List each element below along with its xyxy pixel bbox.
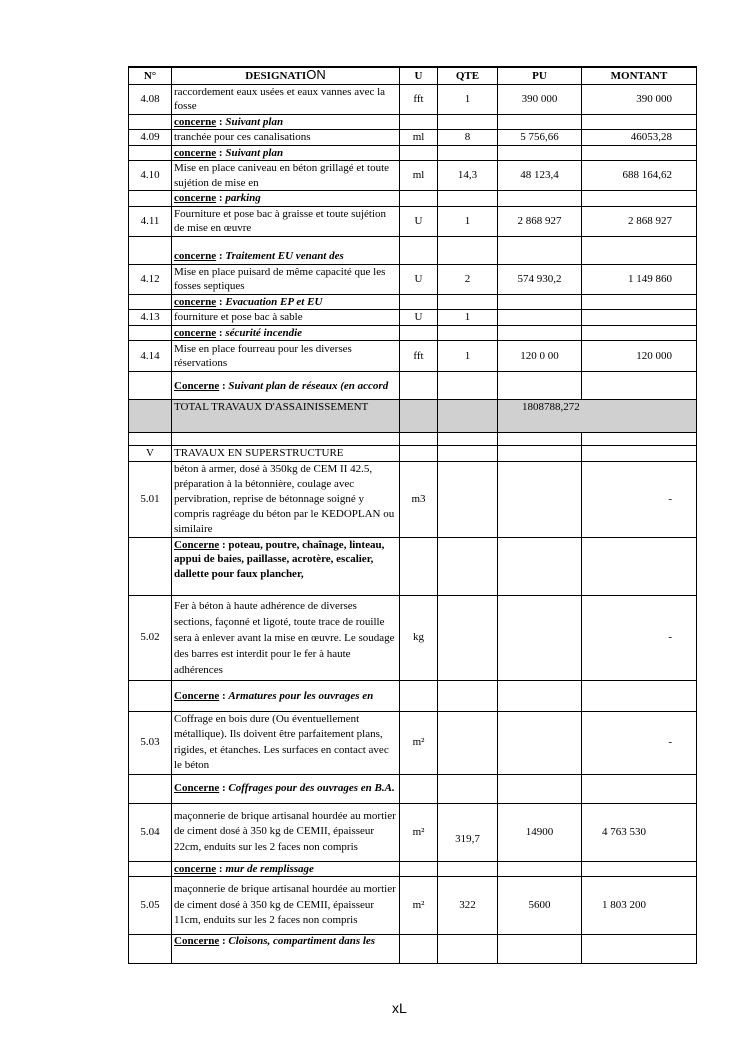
item-description: Fourniture et pose bac à graisse et toute sujétion de mise en œuvre <box>172 206 400 236</box>
concerne-label: Concerne <box>174 538 220 551</box>
spacer-row <box>129 433 697 446</box>
item-unit-price <box>498 595 582 680</box>
concerne-sep: : <box>216 326 226 339</box>
item-unit: m3 <box>400 461 438 537</box>
item-amount <box>582 310 697 326</box>
item-number: 5.02 <box>129 595 172 680</box>
concerne-value: poteau, poutre, chaînage, linteau, <box>228 538 385 551</box>
concerne-sep: : <box>219 935 229 947</box>
concerne-row <box>129 191 697 207</box>
item-quantity <box>438 711 498 774</box>
concerne-value: Coffrages pour des ouvrages en B.A. <box>228 782 395 794</box>
item-number: 4.08 <box>129 84 172 114</box>
concerne-value: Evacuation EP et EU <box>225 295 323 308</box>
total-label: TOTAL TRAVAUX D'ASSAINISSEMENT <box>172 400 400 433</box>
item-quantity: 14,3 <box>438 161 498 191</box>
table-row <box>129 84 697 114</box>
concerne-value: sécurité incendie <box>225 326 303 339</box>
header-designation-a: DESIGNATI <box>245 70 307 82</box>
item-number: 5.04 <box>129 803 172 861</box>
item-number: 4.09 <box>129 130 172 146</box>
concerne-row <box>129 325 697 341</box>
item-unit: m² <box>400 803 438 861</box>
concerne-sep: : <box>219 538 229 551</box>
concerne-sep: : <box>216 146 226 159</box>
concerne-row <box>129 114 697 130</box>
item-unit-price <box>498 711 582 774</box>
item-unit-price: 5600 <box>498 877 582 935</box>
item-unit: U <box>400 264 438 294</box>
table-row <box>129 206 697 236</box>
concerne-row <box>129 680 697 711</box>
concerne-row <box>129 372 697 400</box>
table-row <box>129 310 697 326</box>
item-unit-price: 48 123,4 <box>498 161 582 191</box>
table-row <box>129 461 697 537</box>
header-pu: PU <box>498 67 582 84</box>
header-row <box>129 67 697 84</box>
table-row <box>129 130 697 146</box>
concerne-sep: : <box>216 295 226 308</box>
item-number: 4.10 <box>129 161 172 191</box>
item-quantity: 2 <box>438 264 498 294</box>
item-amount: 2 868 927 <box>582 206 697 236</box>
concerne-row <box>129 236 697 264</box>
concerne-extra: appui de baies, paillasse, acrotère, escalier, dallette pour faux plancher, <box>174 553 374 580</box>
item-description: maçonnerie de brique artisanal hourdée au mortier de ciment dosé à 350 kg de CEMII, épaisseur 22cm, enduits sur les 2 faces non compris <box>172 803 400 861</box>
concerne-row <box>129 774 697 803</box>
item-description: béton à armer, dosé à 350kg de CEM II 42.5, préparation à la bétonnière, coulage avec pervibration, reprise de bétonnage soigné y compris ragréage du béton par le KEDOPLAN ou similaire <box>172 461 400 537</box>
concerne-sep: : <box>219 689 229 702</box>
concerne-row <box>129 935 697 964</box>
total-row <box>129 400 697 433</box>
item-unit-price: 14900 <box>498 803 582 861</box>
concerne-label: concerne <box>174 295 217 308</box>
item-amount: 1 803 200 <box>582 877 697 935</box>
item-description: Fer à béton à haute adhérence de diverses sections, façonné et ligoté, toute trace de rouille sera à enlever avant la mise en œuvre. Le soudage des barres est interdit pour le fer à haute adhérences <box>172 595 400 680</box>
concerne-label: Concerne <box>174 689 220 702</box>
item-unit-price <box>498 310 582 326</box>
concerne-value: mur de remplissage <box>225 862 314 875</box>
item-unit-price: 390 000 <box>498 84 582 114</box>
concerne-label: Concerne <box>174 935 220 947</box>
concerne-label: concerne <box>174 326 217 339</box>
item-unit: U <box>400 206 438 236</box>
item-unit: kg <box>400 595 438 680</box>
item-amount: 120 000 <box>582 341 697 372</box>
item-number: 5.01 <box>129 461 172 537</box>
item-amount: 1 149 860 <box>582 264 697 294</box>
concerne-label: concerne <box>174 192 217 204</box>
concerne-label: concerne <box>174 250 217 262</box>
item-unit-price: 2 868 927 <box>498 206 582 236</box>
quote-sheet <box>128 66 696 964</box>
concerne-value: parking <box>225 192 261 204</box>
item-quantity <box>438 595 498 680</box>
concerne-value: Cloisons, compartiment dans les <box>228 935 376 947</box>
item-number: 5.05 <box>129 877 172 935</box>
table-row <box>129 595 697 680</box>
item-number: 4.11 <box>129 206 172 236</box>
item-unit: ml <box>400 161 438 191</box>
item-unit-price: 120 0 00 <box>498 341 582 372</box>
item-unit: fft <box>400 84 438 114</box>
item-number: 5.03 <box>129 711 172 774</box>
item-unit: m² <box>400 711 438 774</box>
table-row <box>129 803 697 861</box>
item-quantity: 1 <box>438 206 498 236</box>
section-row <box>129 446 697 462</box>
item-unit-price <box>498 461 582 537</box>
concerne-row <box>129 861 697 877</box>
concerne-label: concerne <box>174 146 217 159</box>
item-unit: m² <box>400 877 438 935</box>
item-amount: - <box>582 461 697 537</box>
concerne-value: Suivant plan de réseaux (en accord <box>228 379 389 392</box>
item-quantity: 1 <box>438 84 498 114</box>
section-number: V <box>129 446 172 462</box>
item-amount: - <box>582 711 697 774</box>
concerne-sep: : <box>216 115 226 128</box>
concerne-value: Suivant plan <box>225 146 284 159</box>
item-amount: 688 164,62 <box>582 161 697 191</box>
item-unit: fft <box>400 341 438 372</box>
item-amount: 390 000 <box>582 84 697 114</box>
concerne-label: concerne <box>174 862 217 875</box>
concerne-label: Concerne <box>174 782 220 794</box>
item-quantity: 1 <box>438 341 498 372</box>
item-description: maçonnerie de brique artisanal hourdée au mortier de ciment dosé à 350 kg de CEMII, épaisseur 11cm, enduits sur les 2 faces non compris <box>172 877 400 935</box>
item-quantity: 319,7 <box>438 803 498 861</box>
item-unit: ml <box>400 130 438 146</box>
item-number: 4.13 <box>129 310 172 326</box>
item-amount: 46053,28 <box>582 130 697 146</box>
concerne-value: Armatures pour les ouvrages en <box>228 689 374 702</box>
concerne-label: Concerne <box>174 379 220 392</box>
concerne-sep: : <box>216 192 226 204</box>
item-quantity <box>438 461 498 537</box>
item-description: Coffrage en bois dure (Ou éventuellement métallique). Ils doivent être parfaitement plans, rigides, et étanches. Les surfaces en contact avec le béton <box>172 711 400 774</box>
concerne-value: Traitement EU venant des <box>225 250 344 262</box>
concerne-sep: : <box>219 782 229 794</box>
quote-table <box>128 66 697 964</box>
header-montant: MONTANT <box>582 67 697 84</box>
concerne-row <box>129 294 697 310</box>
item-number: 4.14 <box>129 341 172 372</box>
header-u: U <box>400 67 438 84</box>
item-description: Mise en place puisard de même capacité que les fosses septiques <box>172 264 400 294</box>
concerne-sep: : <box>216 862 226 875</box>
section-title: TRAVAUX EN SUPERSTRUCTURE <box>172 446 400 462</box>
item-amount: - <box>582 595 697 680</box>
concerne-row <box>129 145 697 161</box>
item-description: Mise en place fourreau pour les diverses réservations <box>172 341 400 372</box>
concerne-sep: : <box>219 379 229 392</box>
total-amount: 1808788,272 <box>498 400 697 433</box>
item-number: 4.12 <box>129 264 172 294</box>
item-description: Mise en place caniveau en béton grillagé et toute sujétion de mise en <box>172 161 400 191</box>
item-unit-price: 574 930,2 <box>498 264 582 294</box>
item-quantity: 322 <box>438 877 498 935</box>
concerne-row <box>129 537 697 595</box>
header-designation <box>172 67 400 84</box>
item-unit: U <box>400 310 438 326</box>
page-footer-mark: xL <box>392 1000 407 1016</box>
header-qte: QTE <box>438 67 498 84</box>
item-description: tranchée pour ces canalisations <box>172 130 400 146</box>
concerne-sep: : <box>216 250 226 262</box>
item-quantity: 8 <box>438 130 498 146</box>
table-row <box>129 341 697 372</box>
table-row <box>129 711 697 774</box>
table-row <box>129 877 697 935</box>
concerne-value: Suivant plan <box>225 115 284 128</box>
table-row <box>129 264 697 294</box>
header-designation-b: ON <box>306 67 326 82</box>
concerne-label: concerne <box>174 115 217 128</box>
item-description: raccordement eaux usées et eaux vannes avec la fosse <box>172 84 400 114</box>
item-description: fourniture et pose bac à sable <box>172 310 400 326</box>
header-n: N° <box>129 67 172 84</box>
item-unit-price: 5 756,66 <box>498 130 582 146</box>
table-row <box>129 161 697 191</box>
item-amount: 4 763 530 <box>582 803 697 861</box>
item-quantity: 1 <box>438 310 498 326</box>
